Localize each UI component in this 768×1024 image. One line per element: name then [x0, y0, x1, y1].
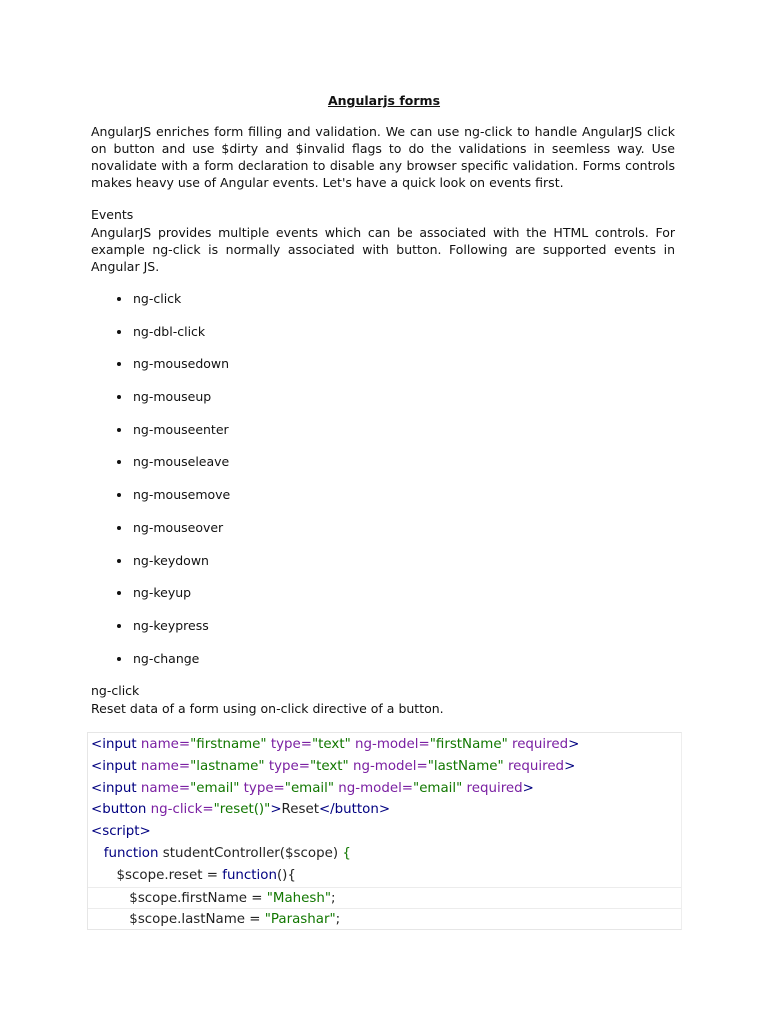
list-item: ng-mouseup [113, 388, 230, 421]
code-token: <script> [91, 824, 151, 840]
code-line [88, 865, 681, 887]
code-token: "firstName" [429, 737, 512, 752]
code-token: > [270, 802, 282, 818]
code-token: { [342, 846, 351, 861]
code-token: required [507, 758, 565, 774]
code-token: "text" [311, 737, 355, 752]
code-token: > [564, 758, 576, 774]
code-token: "email" [190, 780, 244, 796]
code-token: ng-model= [355, 737, 430, 752]
code-token: "email" [284, 780, 339, 796]
code-token: function [103, 846, 163, 861]
code-token: "reset()" [213, 802, 271, 818]
code-token: name= [140, 737, 191, 752]
code-line [88, 887, 681, 909]
code-token: function [222, 867, 277, 883]
code-token: </button> [318, 802, 391, 818]
page-title: Angularjs forms [327, 93, 441, 108]
intro-paragraph: AngularJS enriches form filling and validation. We can use ng-click to handle AngularJS click on button and use $dirty and $invalid flags to do the validations in seemless way. Use novalidate with a form declaration to disable any browser specific validation. Forms controls makes heavy use of Angular events. Let's have a quick look on events first. [91, 124, 675, 190]
events-paragraph: AngularJS provides multiple events which can be associated with the HTML controls. For example ng-click is normally associated with button. Following are supported events in Angular JS. [91, 225, 675, 274]
list-item: ng-keyup [113, 584, 230, 617]
code-line [88, 756, 681, 778]
code-token: > [522, 780, 534, 796]
list-item: ng-dbl-click [113, 323, 230, 356]
list-item: ng-click [113, 290, 230, 323]
code-line [88, 799, 681, 821]
code-block [87, 732, 682, 930]
code-token: $scope.lastName = [91, 912, 265, 928]
code-token: required [511, 737, 569, 752]
code-line [88, 843, 681, 865]
code-token: "lastName" [427, 758, 508, 774]
code-token: "Parashar" [264, 912, 336, 928]
code-token: <input [91, 737, 141, 752]
code-token: Reset [281, 802, 319, 818]
code-token: ng-model= [352, 758, 428, 774]
ngclick-heading: ng-click [91, 683, 140, 698]
code-token: <button [91, 802, 151, 818]
code-token: "Mahesh" [266, 890, 332, 906]
code-token: "firstname" [190, 737, 271, 752]
code-token: type= [270, 737, 312, 752]
code-token: required [466, 780, 523, 796]
list-item: ng-keypress [113, 617, 230, 650]
list-item: ng-mousemove [113, 486, 230, 519]
code-token: $scope.firstName = [91, 890, 267, 906]
code-line [88, 778, 681, 800]
code-token: "email" [413, 780, 467, 796]
list-item: ng-keydown [113, 552, 230, 585]
code-line [88, 821, 681, 843]
code-token: (){ [276, 867, 296, 883]
list-item: ng-mousedown [113, 355, 230, 388]
code-line [88, 908, 681, 930]
code-token: <input [91, 758, 141, 774]
code-token: ; [331, 890, 336, 906]
list-item: ng-mouseleave [113, 453, 230, 486]
code-token: studentController($scope) [162, 846, 343, 861]
code-token: $scope.reset = [91, 867, 223, 883]
code-token: "text" [309, 758, 353, 774]
events-heading: Events [91, 207, 134, 222]
events-list [113, 290, 230, 682]
ngclick-paragraph: Reset data of a form using on-click directive of a button. [91, 701, 444, 716]
code-token: type= [243, 780, 285, 796]
code-token: > [568, 737, 580, 752]
code-token: <input [91, 780, 141, 796]
code-token: name= [140, 758, 191, 774]
code-token: ng-click= [150, 802, 214, 818]
list-item: ng-mouseover [113, 519, 230, 552]
code-token: "lastname" [190, 758, 269, 774]
list-item: ng-mouseenter [113, 421, 230, 454]
code-token [91, 846, 104, 861]
code-token: name= [140, 780, 191, 796]
code-token: ; [335, 912, 341, 928]
code-token: ng-model= [338, 780, 414, 796]
code-line [88, 734, 681, 756]
code-token: type= [268, 758, 310, 774]
list-item: ng-change [113, 650, 230, 683]
